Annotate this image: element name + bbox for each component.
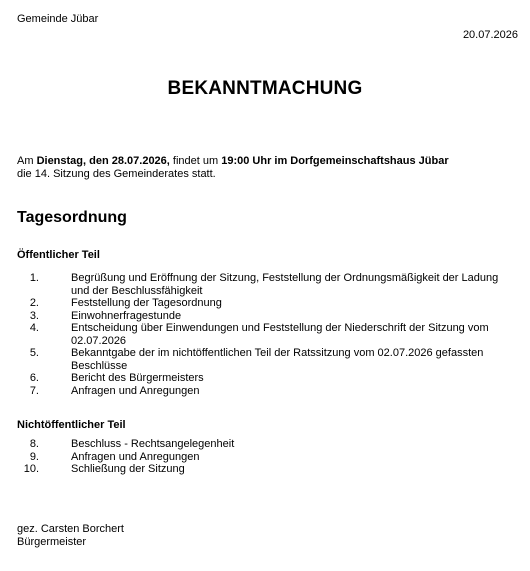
agenda-item-text: Anfragen und Anregungen: [71, 384, 200, 397]
public-section-heading: Öffentlicher Teil: [17, 249, 100, 261]
intro-text-2: findet um: [169, 155, 222, 167]
signatory-name: gez. Carsten Borchert: [17, 523, 124, 535]
agenda-item-number: 8.: [29, 438, 39, 450]
agenda-item-text: Schließung der Sitzung: [71, 463, 185, 475]
agenda-item: [17, 463, 517, 476]
agenda-heading: Tagesordnung: [17, 209, 127, 226]
agenda-item-number: 5.: [29, 347, 39, 359]
agenda-item: [17, 438, 517, 451]
agenda-item-number: 2.: [29, 297, 39, 309]
agenda-item-number: 10.: [23, 463, 39, 475]
signatory-role: Bürgermeister: [17, 535, 87, 548]
agenda-item-text: Beschluss - Rechtsangelegenheit: [71, 438, 235, 450]
agenda-item: [17, 310, 517, 323]
agenda-item: [17, 347, 517, 372]
agenda-item: [17, 451, 517, 464]
agenda-item-text: Bericht des Bürgermeisters: [71, 372, 204, 384]
meeting-time-place: 19:00 Uhr im Dorfgemeinschaftshaus Jübar: [221, 155, 449, 167]
agenda-item-text: Begrüßung und Eröffnung der Sitzung, Feststellung der Ordnungsmäßigkeit der Ladung und der Beschlussfähigkeit: [71, 272, 499, 297]
signature-block: [17, 523, 124, 548]
agenda-item-number: 7.: [29, 384, 39, 397]
organization-name: Gemeinde Jübar: [17, 13, 99, 25]
agenda-item: [17, 385, 517, 398]
intro-paragraph: [17, 155, 517, 180]
agenda-item: [17, 272, 517, 297]
agenda-item-number: 3.: [29, 309, 39, 322]
nonpublic-agenda-list: [17, 438, 517, 476]
agenda-item-text: Anfragen und Anregungen: [71, 450, 200, 463]
agenda-item: [17, 322, 517, 347]
public-agenda-list: [17, 272, 517, 397]
nonpublic-section-heading: Nichtöffentlicher Teil: [17, 419, 126, 431]
agenda-item-number: 6.: [29, 372, 39, 384]
intro-text-1: Am: [17, 155, 37, 167]
agenda-item-text: Einwohnerfragestunde: [71, 309, 182, 322]
agenda-item-text: Feststellung der Tagesordnung: [71, 297, 222, 309]
agenda-item-number: 9.: [29, 450, 39, 463]
agenda-item-number: 4.: [29, 322, 39, 334]
agenda-item: [17, 372, 517, 385]
meeting-date: Dienstag, den 28.07.2026,: [36, 155, 170, 167]
document-date: 20.07.2026: [462, 29, 518, 41]
intro-text-3: die 14. Sitzung des Gemeinderates statt.: [17, 167, 216, 180]
page-title: BEKANNTMACHUNG: [167, 78, 363, 99]
agenda-item: [17, 297, 517, 310]
agenda-item-text: Bekanntgabe der im nichtöffentlichen Teil der Ratssitzung vom 02.07.2026 gefassten Beschlüsse: [71, 347, 484, 372]
agenda-item-number: 1.: [29, 272, 39, 284]
agenda-item-text: Entscheidung über Einwendungen und Feststellung der Niederschrift der Sitzung vom 02.07.2026: [71, 322, 489, 347]
